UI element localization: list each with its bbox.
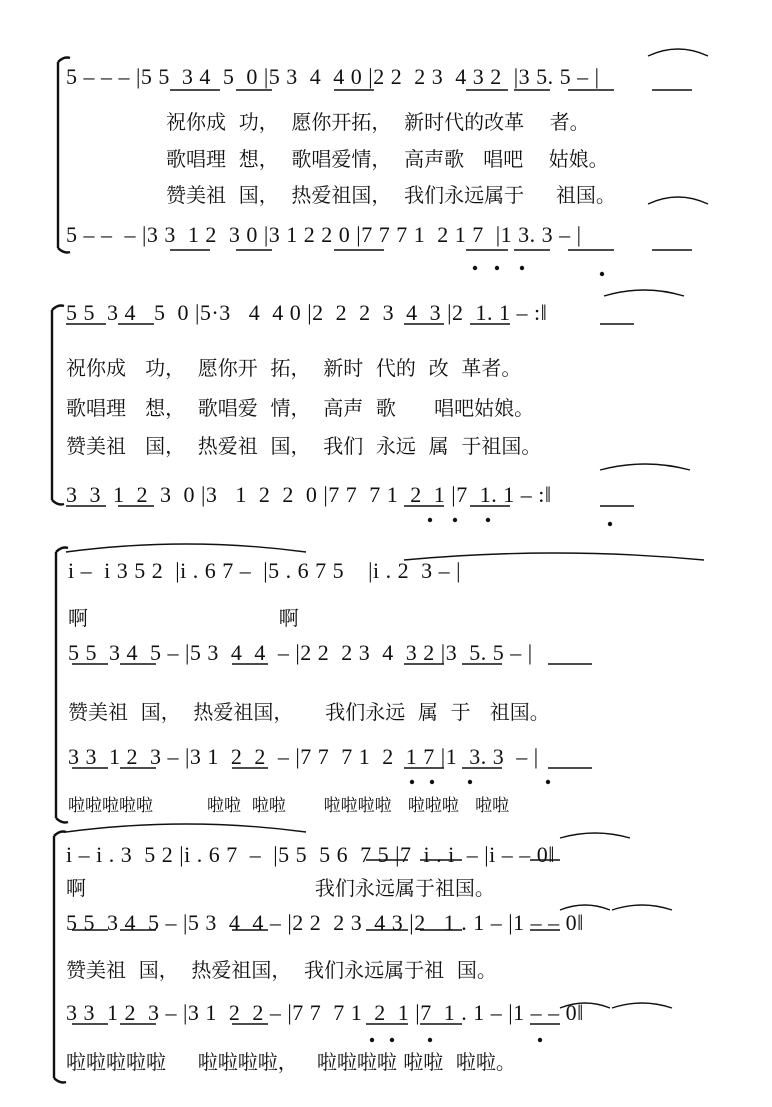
system-2-lyric-verse-1: 祝你成 功， 愿你开 拓， 新时 代的 改 革者。 [66,356,522,380]
system-4-bottom-notes: 3 3 1 2 3 – |3 1 2 2 – |7 7 7 1 2 1 |7 1 . 1 – |1 – – 0‖ [66,1000,584,1025]
tie [612,905,672,910]
system-3-top-lyrics: 啊 啊 [68,606,299,630]
system-1-lyric-verse-1: 祝你成 功， 愿你开拓， 新时代的改革 者。 [166,110,590,134]
system-2-lyric-verse-2: 歌唱理 想， 歌唱爱 情， 高声 歌 唱吧姑娘。 [66,396,535,420]
system-3-bottom-lyrics: 啦啦啦啦啦 啦啦 啦啦 啦啦啦啦 啦啦啦 啦啦 [68,796,510,816]
tie [604,290,684,296]
system-2-lyric-verse-3: 赞美祖 国， 热爱祖 国， 我们 永远 属 于祖国。 [66,434,542,458]
system-4-middle-lyrics: 赞美祖 国， 热爱祖国， 我们永远属于祖 国。 [66,958,497,982]
system-4-middle-notes: 5 5 3 4 5 – |5 3 4 4 – |2 2 2 3 4 3 |2 1 . 1 – |1 – – 0‖ [66,910,584,935]
system-1-top-notes: 5 – – – |5 5 3 4 5 0 |5 3 4 4 0 |2 2 2 3 4 3 2 |3 5. 5 – | [66,64,600,89]
tie [600,464,690,470]
system-1-bottom-notes: 5 – – – |3 3 1 2 3 0 |3 1 2 2 0 |7 7 7 1 2 1 7 |1 3. 3 – | [66,222,582,247]
tie [648,197,708,204]
tie [612,1003,672,1008]
system-3-top-notes: i – i 3 5 2 |i . 6 7 – |5 . 6 7 5 |i . 2 3 – | [68,558,462,583]
slur [66,544,306,552]
system-3-bottom-notes: 3 3 1 2 3 – |3 1 2 2 – |7 7 7 1 2 1 7 |1 3. 3 – | [68,744,539,769]
system-3-middle-notes: 5 5 3 4 5 – |5 3 4 4 – |2 2 2 3 4 3 2 |3 5. 5 – | [68,640,533,665]
tie [648,49,708,56]
system-2-top-notes: 5 5 3 4 5 0 |5·3 4 4 0 |2 2 2 3 4 3 |2 1. 1 – :‖ [66,300,548,325]
system-1-lyric-verse-3: 赞美祖 国， 热爱祖国， 我们永远属于 祖国。 [166,183,616,207]
system-4-bottom-lyrics: 啦啦啦啦啦 啦啦啦啦， 啦啦啦啦 啦啦 啦啦。 [66,1050,516,1074]
system-3-middle-lyrics: 赞美祖 国， 热爱祖国， 我们永远 属 于 祖国。 [68,700,550,724]
system-2-bottom-notes: 3 3 1 2 3 0 |3 1 2 2 0 |7 7 7 1 2 1 |7 1. 1 – :‖ [66,482,552,507]
system-4-top-notes: i – i . 3 5 2 |i . 6 7 – |5 5 5 6 7 5 |7 i . i – |i – – 0‖ [66,842,555,867]
tie [560,833,630,838]
slur [66,824,306,832]
system-4-top-lyrics: 啊 我们永远属于祖国。 [66,876,495,900]
system-1-lyric-verse-2: 歌唱理 想， 歌唱爱情， 高声歌 唱吧 姑娘。 [166,147,609,171]
